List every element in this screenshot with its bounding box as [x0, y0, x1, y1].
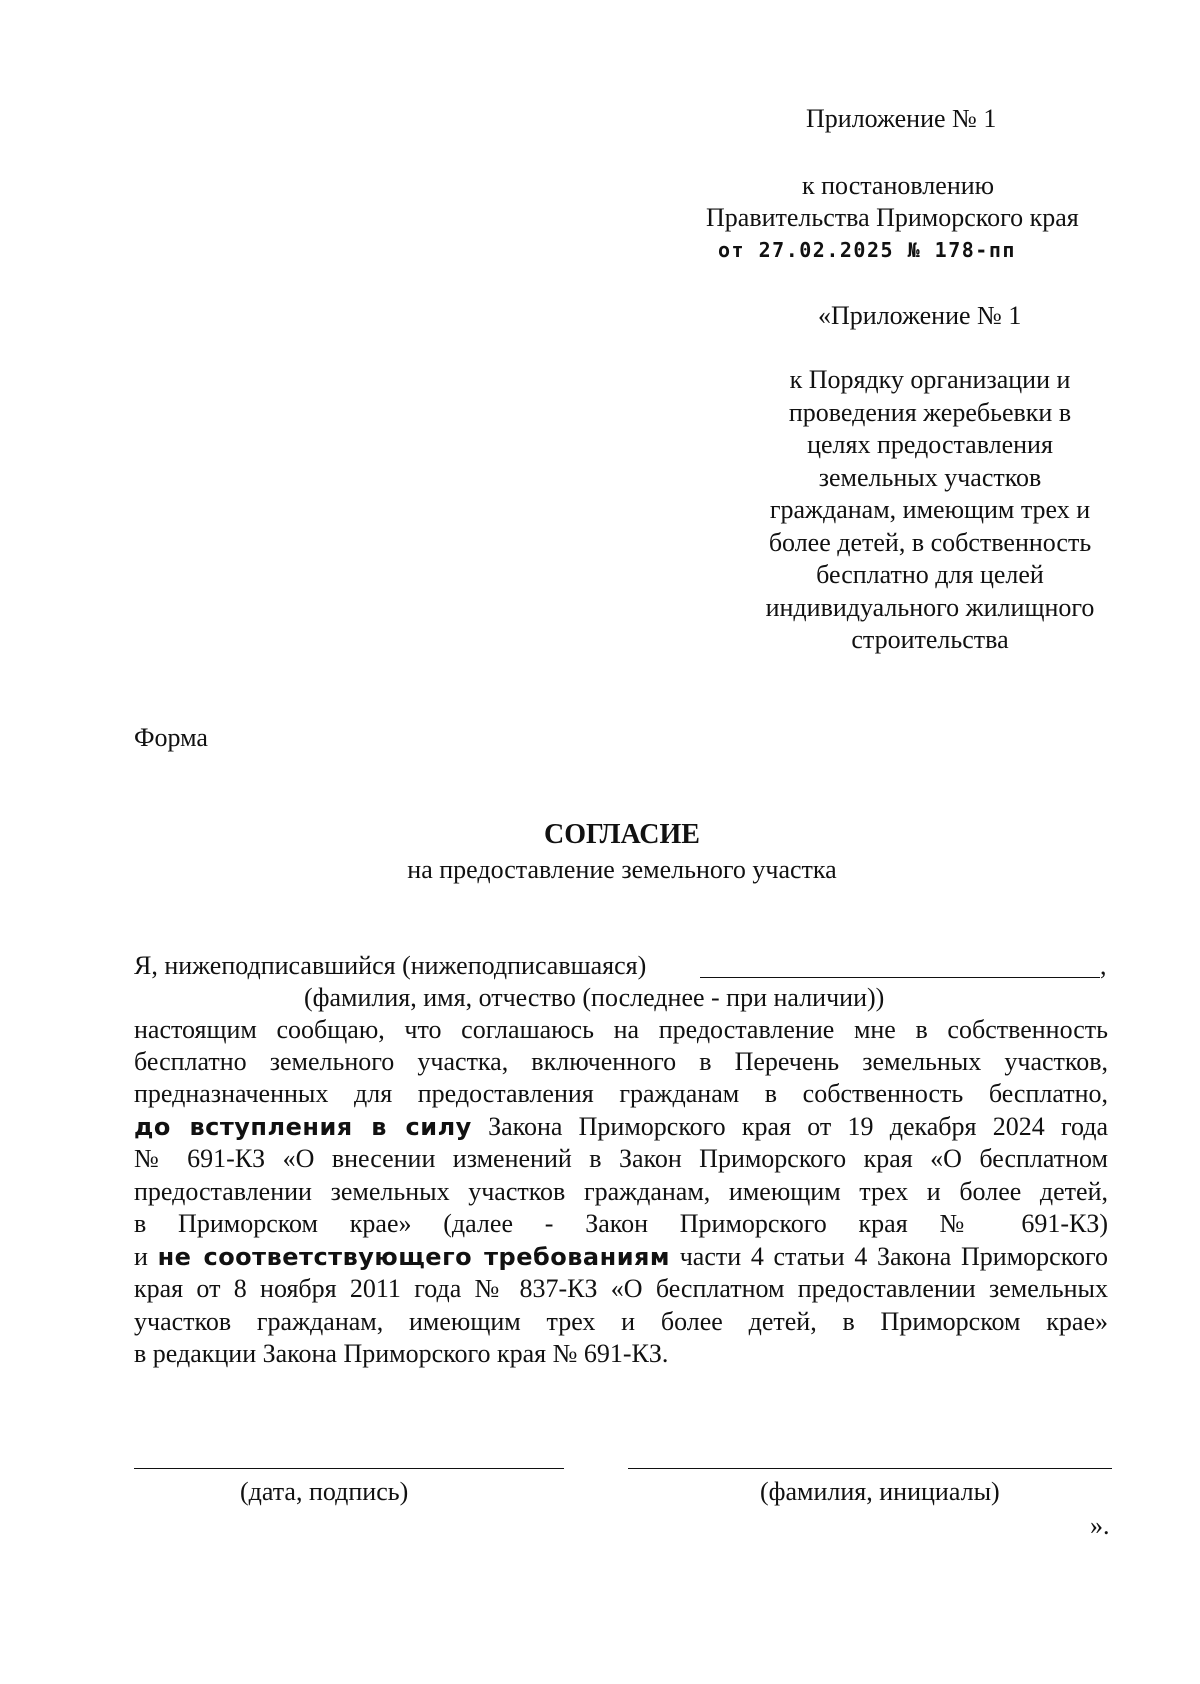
body-line-4 — [134, 1111, 1108, 1144]
body-line-8-rest: части 4 статьи 4 Закона Приморского — [679, 1242, 1109, 1271]
name-hint: (фамилия, имя, отчество (последнее - при наличии)) — [304, 983, 885, 1012]
body-line-10: участков гражданам, имеющим трех и более детей, в Приморском крае» — [134, 1307, 1108, 1336]
document-subtitle: на предоставление земельного участка — [407, 855, 837, 884]
inner-appendix-line: гражданам, имеющим трех и — [769, 495, 1091, 524]
inner-appendix-line: более детей, в собственность — [768, 527, 1092, 557]
body-line-9: края от 8 ноября 2011 года № 837-КЗ «О бесплатном предоставлении земельных — [134, 1274, 1108, 1303]
inner-appendix-line: строительства — [851, 625, 1009, 654]
document-title: СОГЛАСИЕ — [544, 819, 700, 850]
body-line-3: предназначенных для предоставления гражданам в собственность бесплатно, — [134, 1079, 1108, 1108]
body-line-5: № 691-КЗ «О внесении изменений в Закон Приморского края «О бесплатном — [134, 1144, 1108, 1173]
date-signature-caption: (дата, подпись) — [240, 1477, 409, 1506]
appendix-label: Приложение № 1 — [806, 104, 997, 133]
government-name: Правительства Приморского края — [706, 203, 1079, 232]
body-line-11: в редакции Закона Приморского края № 691-КЗ. — [134, 1339, 669, 1368]
body-line-6: предоставлении земельных участков гражданам, имеющим трех и более детей, — [134, 1177, 1108, 1206]
date-number-stamp: от 27.02.2025 № 178-пп — [718, 238, 1016, 262]
resolution-reference: к постановлению — [802, 171, 995, 200]
inner-appendix-label: «Приложение № 1 — [818, 301, 1022, 330]
inner-appendix-text — [740, 364, 1120, 657]
date-signature-line — [134, 1468, 564, 1469]
name-blank-line — [700, 977, 1100, 978]
inner-appendix-line: проведения жеребьевки в — [788, 397, 1072, 427]
body-line-7: в Приморском крае» (далее - Закон Приморского края № 691-КЗ) — [134, 1209, 1108, 1238]
body-line-4-rest: Закона Приморского края от 19 декабря 2024 года — [488, 1112, 1109, 1141]
body-line-8-pre: и — [134, 1242, 148, 1271]
closing-quote: ». — [1090, 1511, 1110, 1540]
form-label: Форма — [134, 723, 208, 752]
non-compliance-phrase: не соответствующего требованиям — [157, 1243, 671, 1271]
inner-appendix-line: бесплатно для целей — [816, 560, 1044, 589]
body-line-1: настоящим сообщаю, что соглашаюсь на предоставление мне в собственность — [134, 1015, 1108, 1044]
inner-appendix-line: индивидуального жилищного — [765, 592, 1095, 622]
body-line-2: бесплатно земельного участка, включенного в Перечень земельных участков, — [134, 1047, 1108, 1076]
name-initials-caption: (фамилия, инициалы) — [760, 1477, 1000, 1506]
entry-into-force-phrase: до вступления в силу — [134, 1113, 472, 1141]
name-initials-line — [628, 1468, 1112, 1469]
inner-appendix-line: целях предоставления — [807, 430, 1053, 459]
inner-appendix-line: к Порядку организации и — [789, 365, 1071, 394]
inner-appendix-line: земельных участков — [818, 462, 1042, 492]
name-comma: , — [1100, 951, 1107, 980]
intro-text: Я, нижеподписавшийся (нижеподписавшаяся) — [134, 951, 647, 980]
body-line-8 — [134, 1241, 1108, 1274]
